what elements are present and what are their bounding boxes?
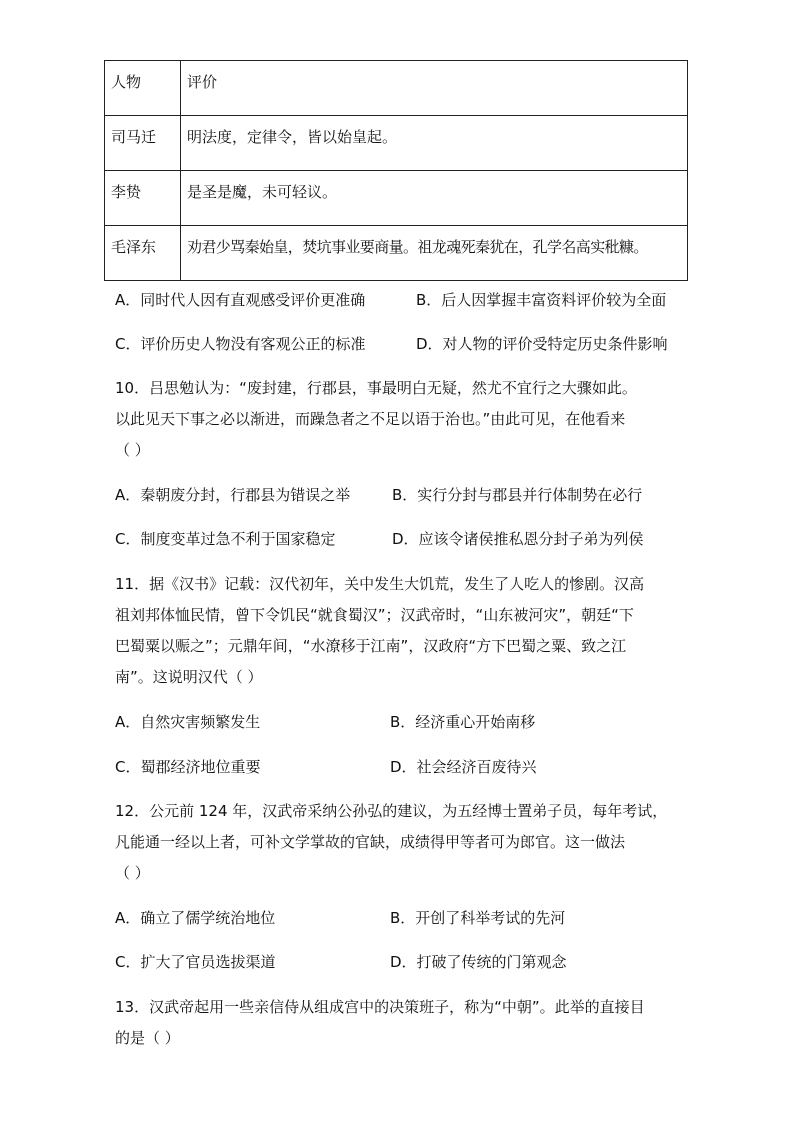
q12-stem-line: 凡能通一经以上者，可补文学掌故的官缺，成绩得甲等者可为郎官。这一做法 [115,833,626,851]
header-person: 人物 [105,61,181,116]
q11-stem-line: 祖刘邦体恤民情，曾下令饥民“就食蜀汉”；汉武帝时，“山东被河灾”，朝廷“下 [115,606,634,624]
q12-answer-blank: （ ） [115,864,150,882]
table-row [105,226,688,281]
q10-option-d: D．应该令诸侯推私恩分封子弟为列侯 [392,530,644,548]
q12-option-a: A．确立了儒学统治地位 [115,909,276,927]
q9-option-c: C．评价历史人物没有客观公正的标准 [115,335,366,353]
q11-option-a: A．自然灾害频繁发生 [115,713,261,731]
q9-option-b: B．后人因掌握丰富资料评价较为全面 [416,291,667,309]
table-row [105,116,688,171]
q10-option-a: A．秦朝废分封，行郡县为错误之举 [115,486,351,504]
q13-stem-line: 13．汉武帝起用一些亲信侍从组成宫中的决策班子，称为“中朝”。此举的直接目 [115,998,645,1016]
table-row [105,171,688,226]
q10-stem-line: 10．吕思勉认为：“废封建，行郡县，事最明白无疑，然尤不宜行之大骤如此。 [115,379,637,397]
q12-option-b: B．开创了科举考试的先河 [390,909,566,927]
row-person: 司马迁 [105,116,181,171]
q11-option-b: B．经济重心开始南移 [390,713,536,731]
q9-option-d: D．对人物的评价受特定历史条件影响 [416,335,668,353]
row-comment: 明法度，定律令，皆以始皇起。 [181,116,688,171]
evaluation-table [104,60,688,281]
row-comment: 是圣是魔，未可轻议。 [181,171,688,226]
table-header-row [105,61,688,116]
q11-stem-line: 南”。这说明汉代（ ） [115,668,263,686]
q11-stem-line: 巴蜀粟以赈之”；元鼎年间，“水潦移于江南”，汉政府“方下巴蜀之粟、致之江 [115,637,627,655]
q11-option-d: D．社会经济百废待兴 [390,758,537,776]
q11-option-c: C．蜀郡经济地位重要 [115,758,261,776]
q10-answer-blank: （ ） [115,441,150,459]
q12-option-c: C．扩大了官员选拔渠道 [115,953,276,971]
header-comment: 评价 [181,61,688,116]
q12-stem-line: 12．公元前 124 年，汉武帝采纳公孙弘的建议，为五经博士置弟子员，每年考试， [115,802,668,820]
q10-option-c: C．制度变革过急不利于国家稳定 [115,530,336,548]
q10-stem-line: 以此见天下事之必以渐进，而躁急者之不足以语于治也。”由此可见，在他看来 [115,410,626,428]
row-comment: 劝君少骂秦始皇，焚坑事业要商量。祖龙魂死秦犹在，孔学名高实秕糠。 [181,226,688,281]
q11-stem-line: 11．据《汉书》记载：汉代初年，关中发生大饥荒，发生了人吃人的惨剧。汉高 [115,575,645,593]
q12-option-d: D．打破了传统的门第观念 [390,953,567,971]
q10-option-b: B．实行分封与郡县并行体制势在必行 [392,486,643,504]
row-person: 李贽 [105,171,181,226]
row-person: 毛泽东 [105,226,181,281]
q13-stem-line: 的是（ ） [115,1029,180,1047]
q9-option-a: A．同时代人因有直观感受评价更准确 [115,291,366,309]
